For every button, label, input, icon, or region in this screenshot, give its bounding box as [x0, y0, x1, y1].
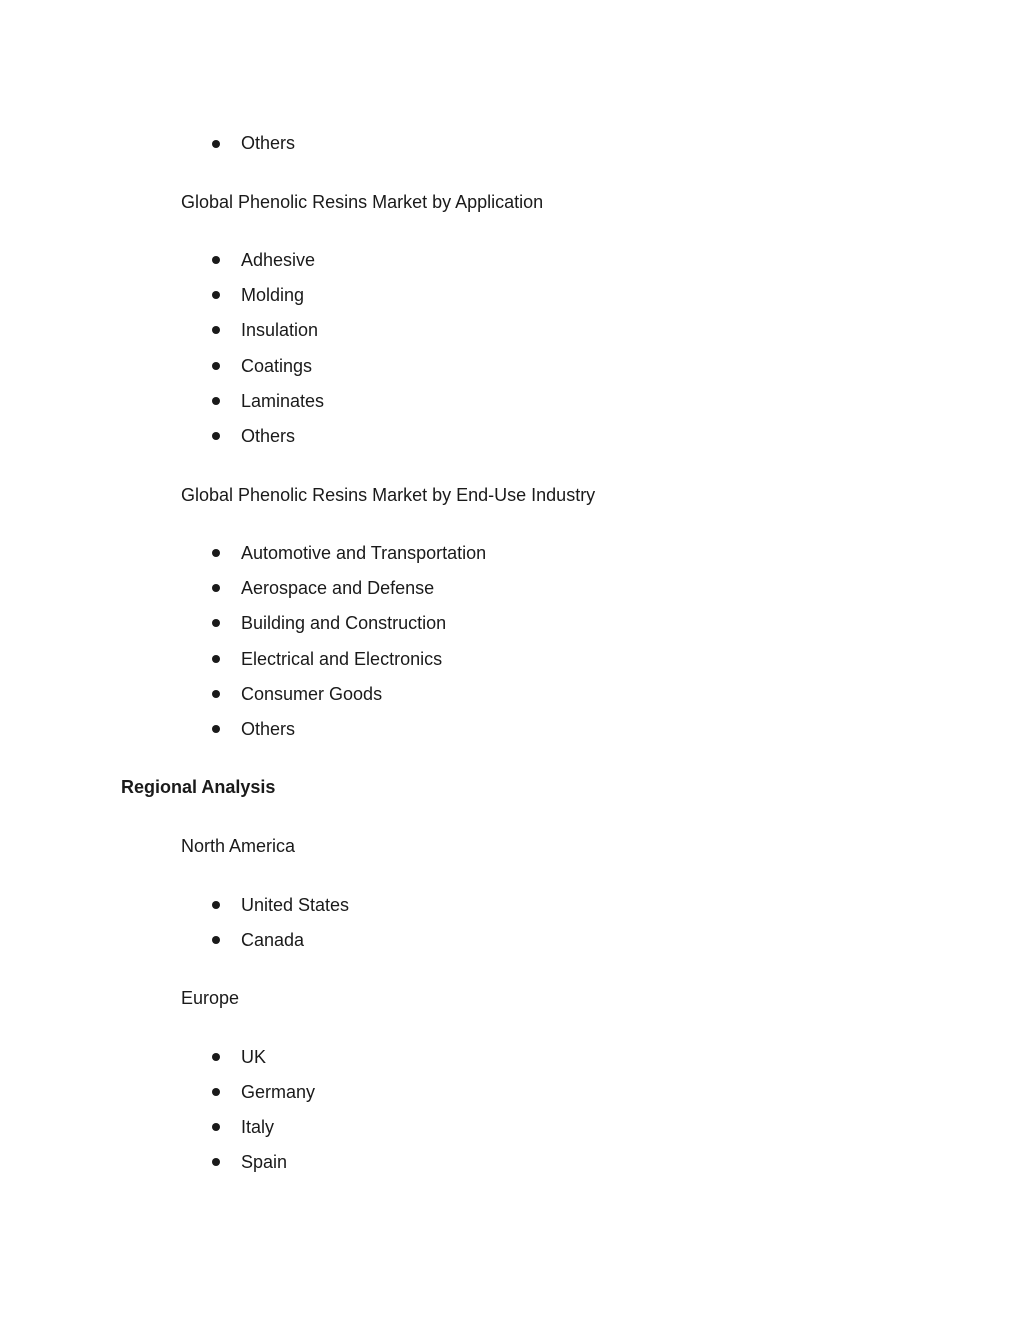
bullet-icon	[212, 584, 220, 592]
bullet-icon	[212, 655, 220, 663]
bullet-icon	[212, 291, 220, 299]
list-item: Insulation	[241, 320, 319, 340]
bullet-icon	[212, 432, 220, 440]
bullet-icon	[212, 619, 220, 627]
bullet-icon	[212, 362, 220, 370]
list-item: United States	[241, 895, 350, 915]
bullet-icon	[212, 256, 220, 264]
list-item: Automotive and Transportation	[241, 543, 487, 563]
list-item: Coatings	[241, 356, 313, 376]
bullet-icon	[212, 725, 220, 733]
bullet-icon	[212, 549, 220, 557]
application-heading: Global Phenolic Resins Market by Application	[181, 192, 544, 212]
list-item: Spain	[241, 1152, 288, 1172]
list-item: Italy	[241, 1117, 275, 1137]
bullet-icon	[212, 397, 220, 405]
list-item: Building and Construction	[241, 613, 447, 633]
bullet-icon	[212, 1158, 220, 1166]
list-item: Germany	[241, 1082, 316, 1102]
list-item: Others	[241, 426, 296, 446]
list-item: Molding	[241, 285, 305, 305]
bullet-icon	[212, 1053, 220, 1061]
list-item: Others	[241, 719, 296, 739]
enduse-heading: Global Phenolic Resins Market by End-Use Industry	[181, 485, 596, 505]
bullet-icon	[212, 1123, 220, 1131]
list-item: Aerospace and Defense	[241, 578, 435, 598]
north-america-heading: North America	[181, 836, 296, 856]
regional-heading: Regional Analysis	[121, 777, 276, 797]
list-item: Consumer Goods	[241, 684, 383, 704]
bullet-icon	[212, 901, 220, 909]
list-item: Laminates	[241, 391, 325, 411]
list-item: Electrical and Electronics	[241, 649, 443, 669]
list-item: Canada	[241, 930, 305, 950]
bullet-icon	[212, 140, 220, 148]
bullet-icon	[212, 326, 220, 334]
list-item: Adhesive	[241, 250, 316, 270]
bullet-icon	[212, 690, 220, 698]
list-item: Others	[241, 133, 296, 153]
list-item: UK	[241, 1047, 267, 1067]
bullet-icon	[212, 1088, 220, 1096]
europe-heading: Europe	[181, 988, 240, 1008]
bullet-icon	[212, 936, 220, 944]
